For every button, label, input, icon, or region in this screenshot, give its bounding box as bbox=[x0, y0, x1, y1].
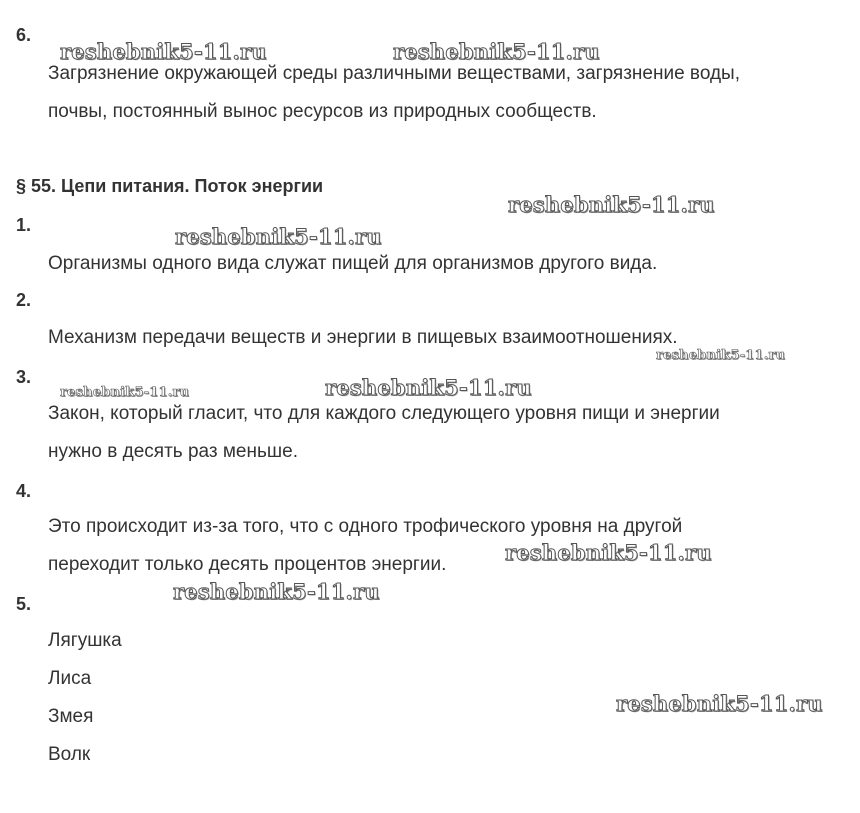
item-1-line-1: Организмы одного вида служат пищей для организмов другого вида. bbox=[48, 253, 658, 274]
item-number-5: 5. bbox=[16, 594, 32, 614]
item-3-line-1: Закон, который гласит, что для каждого следующего уровня пищи и энергии bbox=[48, 403, 720, 424]
item-4-line-2: переходит только десять процентов энергии. bbox=[48, 554, 447, 575]
watermark: reshebnik5-11.ru bbox=[325, 375, 532, 400]
item-5-line-1: Лягушка bbox=[48, 630, 122, 651]
item-number-6: 6. bbox=[16, 25, 32, 45]
item-6-line-2: почвы, постоянный вынос ресурсов из природных сообществ. bbox=[48, 101, 597, 122]
item-2-line-1: Механизм передачи веществ и энергии в пищевых взаимоотношениях. bbox=[48, 327, 678, 348]
watermark: reshebnik5-11.ru bbox=[616, 691, 823, 716]
item-5-line-2: Лиса bbox=[48, 668, 92, 689]
watermark: reshebnik5-11.ru bbox=[656, 348, 786, 363]
watermark: reshebnik5-11.ru bbox=[60, 39, 267, 64]
item-5-line-3: Змея bbox=[48, 706, 94, 727]
watermark: reshebnik5-11.ru bbox=[505, 540, 712, 565]
item-number-2: 2. bbox=[16, 290, 32, 310]
watermark: reshebnik5-11.ru bbox=[60, 385, 190, 400]
item-5-line-4: Волк bbox=[48, 744, 91, 765]
item-6-line-1: Загрязнение окружающей среды различными веществами, загрязнение воды, bbox=[48, 63, 740, 84]
item-number-4: 4. bbox=[16, 481, 32, 501]
section-heading: § 55. Цепи питания. Поток энергии bbox=[16, 176, 324, 196]
watermark: reshebnik5-11.ru bbox=[508, 192, 715, 217]
watermark: reshebnik5-11.ru bbox=[393, 39, 600, 64]
watermark: reshebnik5-11.ru bbox=[173, 579, 380, 604]
item-4-line-1: Это происходит из-за того, что с одного трофического уровня на другой bbox=[48, 516, 683, 537]
item-3-line-2: нужно в десять раз меньше. bbox=[48, 441, 298, 462]
watermark: reshebnik5-11.ru bbox=[175, 224, 382, 249]
item-number-3: 3. bbox=[16, 367, 32, 387]
item-number-1: 1. bbox=[16, 215, 32, 235]
